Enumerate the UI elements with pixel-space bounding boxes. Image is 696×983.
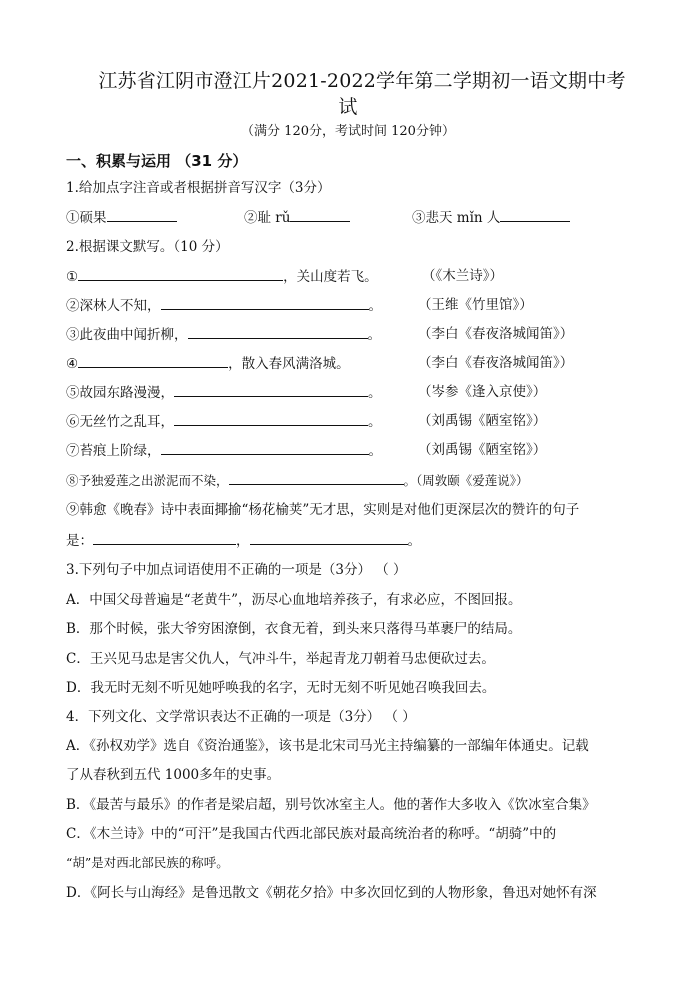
q3-prompt: 3.下列句子中加点词语使用不正确的一项是（3分） （ ） bbox=[66, 562, 407, 578]
q2-item-2-post: 。 bbox=[368, 298, 382, 314]
q1-a-label: ①硕果 bbox=[66, 210, 107, 226]
answer-blank bbox=[161, 295, 369, 310]
exam-subtitle: （满分 120分，考试时间 120分钟） bbox=[241, 124, 455, 139]
q2-item-8 bbox=[66, 470, 529, 491]
q1-c-label: ③悲天 mǐn 人 bbox=[412, 210, 501, 226]
q2-item-7 bbox=[66, 440, 382, 461]
answer-blank bbox=[78, 353, 228, 368]
answer-blank bbox=[188, 324, 368, 339]
answer-blank bbox=[174, 382, 368, 397]
q2-item-9-mid: ， bbox=[236, 533, 250, 549]
q4-option-b: B．《最苦与最乐》的作者是梁启超，别号饮冰室主人。他的著作大多收入《饮冰室合集》 bbox=[66, 797, 596, 813]
q2-item-6-source: （刘禹锡《陋室铭》） bbox=[418, 413, 547, 429]
q4-option-d-line-1: D．《阿长与山海经》是鲁迅散文《朝花夕拾》中多次回忆到的人物形象，鲁迅对她怀有深 bbox=[66, 885, 597, 901]
q2-item-9-pre: 是： bbox=[66, 533, 93, 549]
q2-item-7-pre: ⑦苔痕上阶绿， bbox=[66, 443, 161, 459]
q2-item-9-post: 。 bbox=[407, 533, 421, 549]
q2-item-1-source: （《木兰诗》） bbox=[422, 268, 503, 284]
q2-item-2 bbox=[66, 295, 382, 316]
q4-option-a-line-2: 了从春秋到五代 1000多年的史事。 bbox=[66, 767, 281, 783]
q2-item-2-pre: ②深林人不知， bbox=[66, 298, 161, 314]
answer-blank bbox=[229, 470, 404, 485]
q2-item-9-line-1: ⑨韩愈《晚春》诗中表面揶揄“杨花榆荚”无才思，实则是对他们更深层次的赞许的句子 bbox=[66, 502, 580, 518]
q1-item-c bbox=[412, 207, 570, 228]
q2-item-4-source: （李白《春夜洛城闻笛》） bbox=[418, 355, 574, 371]
answer-blank bbox=[500, 207, 570, 222]
answer-blank bbox=[161, 440, 369, 455]
q2-item-1-pre: ① bbox=[66, 269, 79, 285]
q2-item-6-post: 。 bbox=[368, 414, 382, 430]
q3-option-b: B．那个时候，张大爷穷困潦倒，衣食无着，到头来只落得马革裹尸的结局。 bbox=[66, 621, 522, 637]
q1-item-a bbox=[66, 207, 177, 228]
q2-item-4 bbox=[66, 353, 350, 374]
q2-item-1 bbox=[66, 266, 378, 287]
q1-item-b bbox=[244, 207, 350, 228]
q2-item-8-post: 。（周敦颐《爱莲说》） bbox=[403, 473, 529, 488]
q1-prompt: 1.给加点字注音或者根据拼音写汉字（3分） bbox=[66, 180, 331, 196]
title-line-2: 试 bbox=[338, 96, 358, 118]
q3-option-c: C．王兴见马忠是害父仇人，气冲斗牛，举起青龙刀朝着马忠便砍过去。 bbox=[66, 651, 495, 667]
q1-b-label: ②耻 rǔ bbox=[244, 210, 291, 226]
q2-item-3-source: （李白《春夜洛城闻笛》） bbox=[418, 326, 574, 342]
q3-option-a: A．中国父母普遍是“老黄牛”，沥尽心血地培养孩子，有求必应，不图回报。 bbox=[66, 592, 522, 608]
q2-item-7-source: （刘禹锡《陋室铭》） bbox=[418, 442, 547, 458]
q2-item-9-line-2 bbox=[66, 530, 421, 551]
answer-blank bbox=[290, 207, 350, 222]
q2-item-8-pre: ⑧予独爱莲之出淤泥而不染， bbox=[66, 473, 229, 488]
answer-blank bbox=[250, 530, 408, 545]
q2-item-3 bbox=[66, 324, 381, 345]
q3-option-d: D．我无时无刻不听见她呼唤我的名字，无时无刻不听见她召唤我回去。 bbox=[66, 680, 496, 696]
q4-option-c-line-2: “胡”是对西北部民族的称呼。 bbox=[66, 855, 229, 870]
q4-prompt: 4．下列文化、文学常识表达不正确的一项是（3分） （ ） bbox=[66, 709, 416, 725]
q2-item-5-pre: ⑤故园东路漫漫， bbox=[66, 385, 174, 401]
q2-item-4-post: ，散入春风满洛城。 bbox=[228, 356, 350, 372]
q4-option-a-line-1: A．《孙权劝学》选自《资治通鉴》，该书是北宋司马光主持编纂的一部编年体通史。记载 bbox=[66, 738, 589, 754]
answer-blank bbox=[93, 530, 236, 545]
q4-option-c-line-1: C．《木兰诗》中的“可汗”是我国古代西北部民族对最高统治者的称呼。“胡骑”中的 bbox=[66, 826, 557, 842]
q2-item-6 bbox=[66, 411, 382, 432]
q2-item-5-post: 。 bbox=[368, 385, 382, 401]
q2-item-1-post: ，关山度若飞。 bbox=[283, 269, 378, 285]
q2-item-4-pre: ④ bbox=[66, 356, 79, 372]
answer-blank bbox=[78, 266, 283, 281]
answer-blank bbox=[174, 411, 368, 426]
q2-item-3-pre: ③此夜曲中闻折柳， bbox=[66, 327, 188, 343]
section-heading: 一、积累与运用 （31 分） bbox=[66, 152, 248, 170]
q2-item-7-post: 。 bbox=[368, 443, 382, 459]
q2-prompt: 2.根据课文默写。（10 分） bbox=[66, 239, 229, 255]
exam-title bbox=[0, 68, 696, 120]
q2-item-3-post: 。 bbox=[367, 327, 381, 343]
q2-item-5-source: （岑参《逢入京使》） bbox=[418, 384, 547, 400]
q2-item-5 bbox=[66, 382, 382, 403]
q2-item-2-source: （王维《竹里馆》） bbox=[418, 297, 533, 313]
q2-item-6-pre: ⑥无丝竹之乱耳， bbox=[66, 414, 174, 430]
answer-blank bbox=[107, 207, 177, 222]
title-line-1: 江苏省江阴市澄江片2021-2022学年第二学期初一语文期中考 bbox=[98, 70, 626, 92]
